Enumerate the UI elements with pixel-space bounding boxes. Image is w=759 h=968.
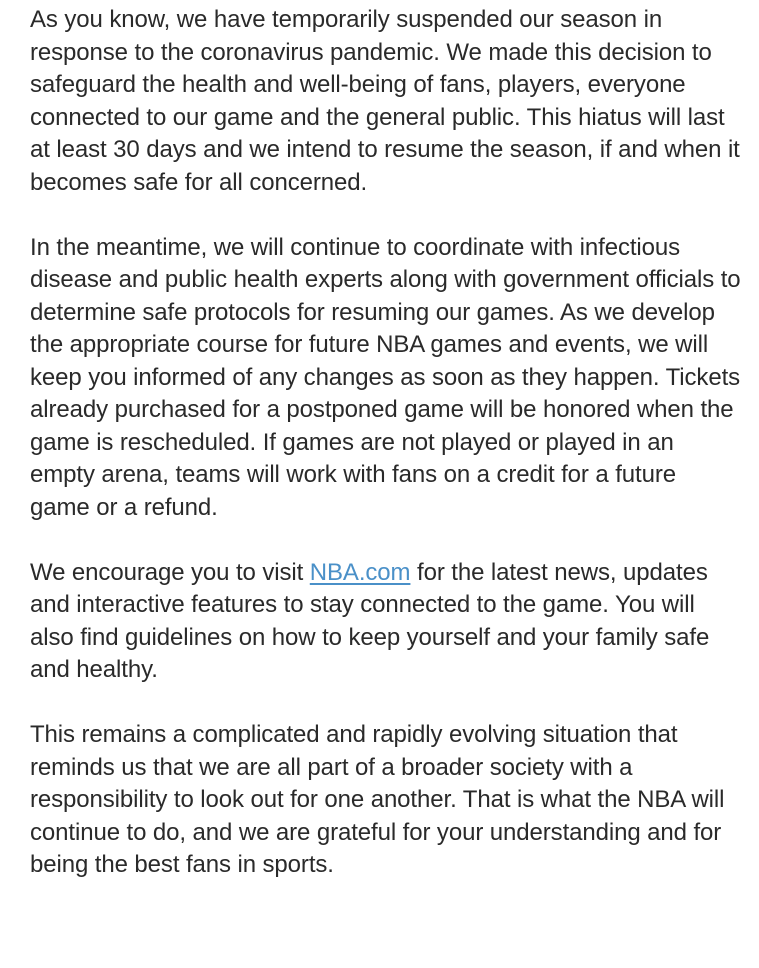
nba-com-link[interactable]: NBA.com: [309, 558, 411, 586]
paragraph-meantime-protocols: In the meantime, we will continue to coordinate with infectious disease and public health experts along with government officials to determine safe protocols for resuming our games. As we develop the appropriate course for future NBA games and events, we will keep you informed of any changes as soon as they happen. Tickets already purchased for a postponed game will be honored when the game is rescheduled. If games are not played or played in an empty arena, teams will work with fans on a credit for a future game or a refund.: [30, 233, 741, 521]
paragraph-visit-text-before: We encourage you to visit: [30, 558, 310, 586]
paragraph-closing: This remains a complicated and rapidly evolving situation that reminds us that we are all part of a broader society with a responsibility to look out for one another. That is what the NBA will continue to do, and we are grateful for your understanding and for being the best fans in sports.: [30, 721, 725, 878]
paragraph-visit-text-after: for the latest news, updates and interactive features to stay connected to the game. You will also find guidelines on how to keep yourself and your family safe and healthy.: [30, 558, 710, 683]
email-message-body: [30, 4, 742, 882]
paragraph-visit-nba: [30, 557, 742, 687]
paragraph-season-suspended: As you know, we have temporarily suspended our season in response to the coronavirus pandemic. We made this decision to safeguard the health and well-being of fans, players, everyone connected to our game and the general public. This hiatus will last at least 30 days and we intend to resume the season, if and when it becomes safe for all concerned.: [30, 6, 740, 196]
